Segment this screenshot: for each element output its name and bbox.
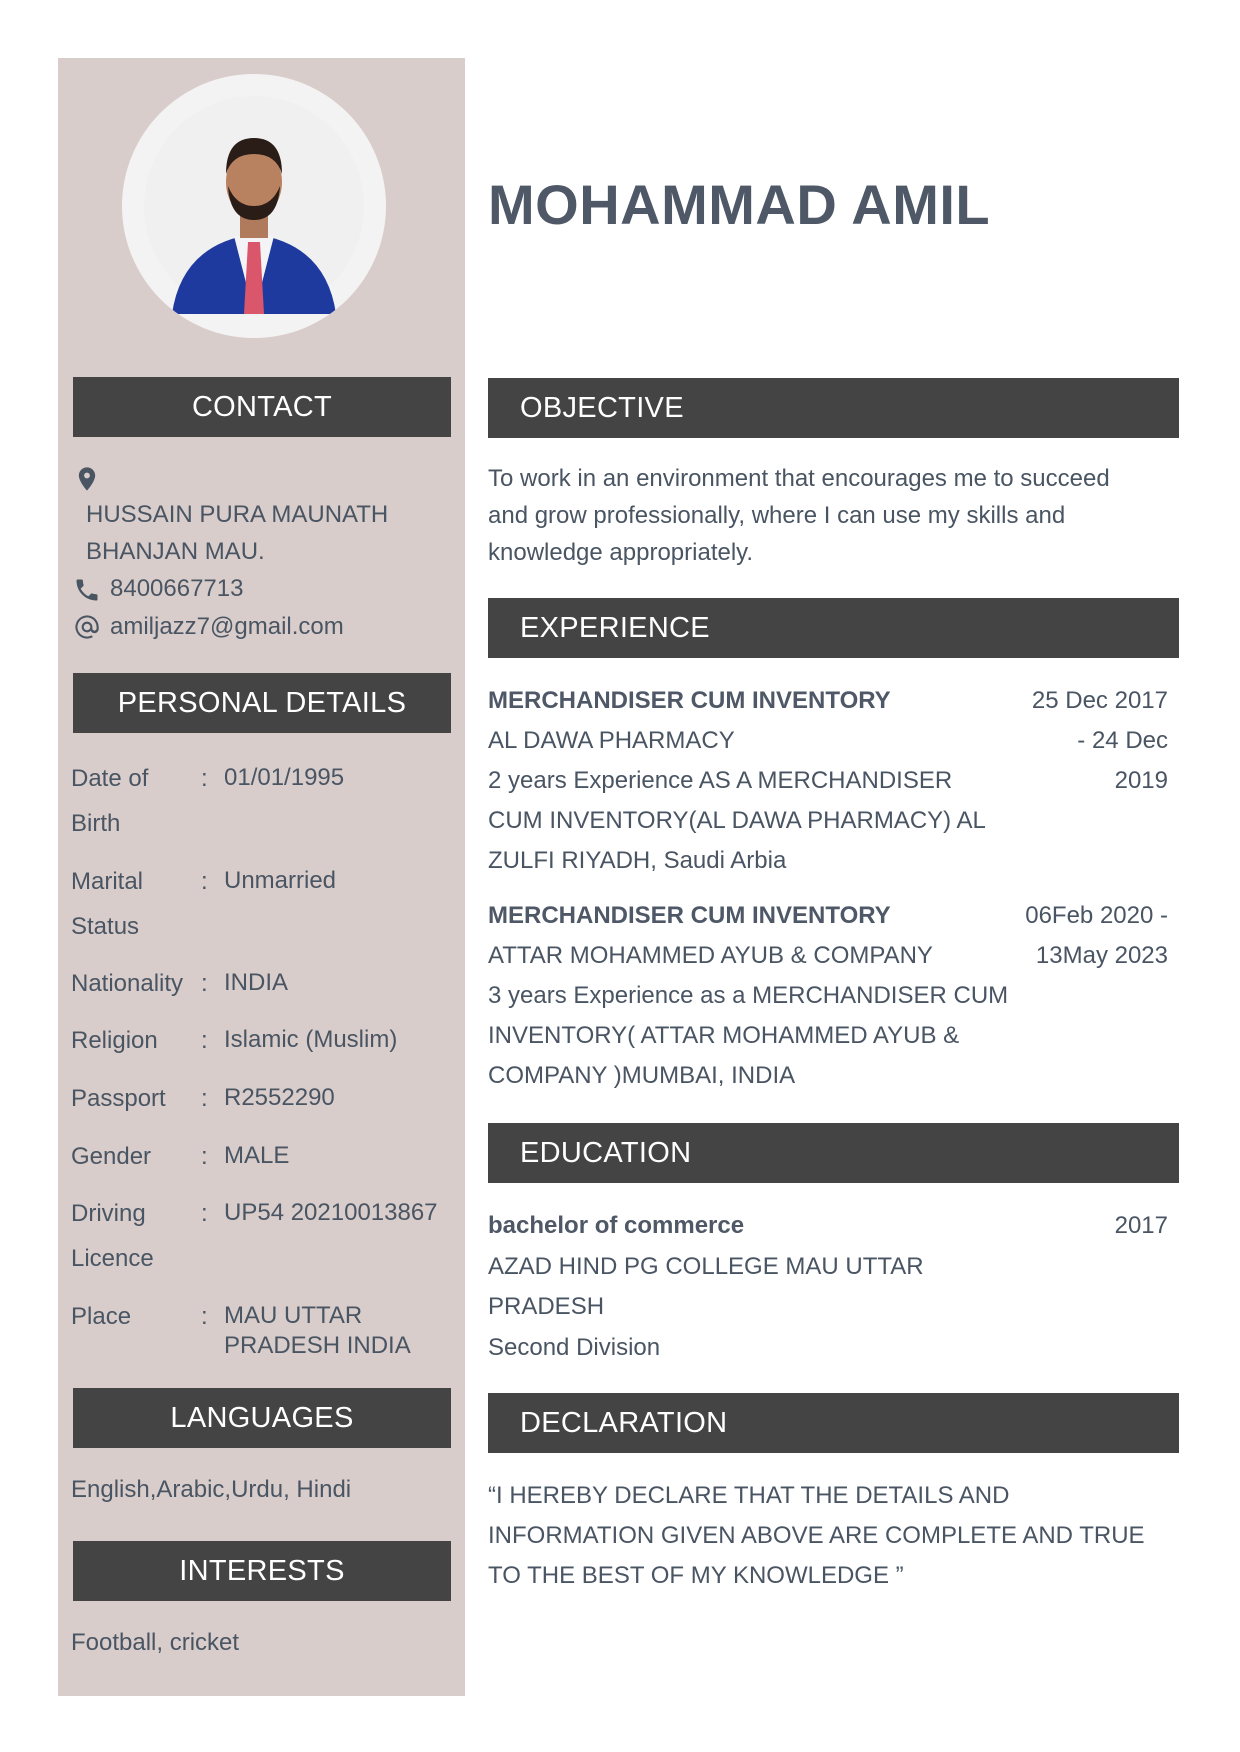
experience-desc: INVENTORY( ATTAR MOHAMMED AYUB & — [488, 1022, 960, 1049]
personal-value: Islamic (Muslim) — [224, 1026, 398, 1053]
experience-company: AL DAWA PHARMACY — [488, 727, 735, 754]
education-college: PRADESH — [488, 1293, 605, 1320]
interests-heading: INTERESTS — [73, 1541, 451, 1601]
email-address: amiljazz7@gmail.com — [110, 613, 344, 640]
interests-text: Football, cricket — [71, 1629, 240, 1656]
address-line-2: BHANJAN MAU. — [86, 538, 265, 565]
declaration-line: INFORMATION GIVEN ABOVE ARE COMPLETE AND TRUE — [488, 1522, 1145, 1549]
personal-value: MALE — [224, 1142, 290, 1169]
experience-desc: COMPANY )MUMBAI, INDIA — [488, 1062, 796, 1089]
experience-company: ATTAR MOHAMMED AYUB & COMPANY — [488, 942, 933, 969]
experience-desc: 3 years Experience as a MERCHANDISER CUM — [488, 982, 1009, 1009]
personal-colon: : — [201, 1143, 208, 1170]
objective-line: and grow professionally, where I can use my skills and — [488, 502, 1066, 529]
experience-date: 2019 — [1114, 767, 1168, 794]
objective-line: To work in an environment that encourages me to succeed — [488, 465, 1110, 492]
experience-heading: EXPERIENCE — [488, 598, 1179, 658]
languages-text: English,Arabic,Urdu, Hindi — [71, 1476, 352, 1503]
declaration-line: TO THE BEST OF MY KNOWLEDGE ” — [488, 1562, 904, 1589]
objective-heading: OBJECTIVE — [488, 378, 1179, 438]
declaration-heading: DECLARATION — [488, 1393, 1179, 1453]
personal-value: Unmarried — [224, 867, 337, 894]
person-name: MOHAMMAD AMIL — [488, 173, 991, 236]
personal-value: INDIA — [224, 969, 289, 996]
phone-icon — [73, 576, 101, 604]
experience-desc: CUM INVENTORY(AL DAWA PHARMACY) AL — [488, 807, 986, 834]
experience-title: MERCHANDISER CUM INVENTORY — [488, 687, 891, 714]
personal-colon: : — [201, 765, 208, 792]
phone-number: 8400667713 — [110, 575, 244, 602]
objective-line: knowledge appropriately. — [488, 539, 754, 566]
personal-colon: : — [201, 1303, 208, 1330]
personal-colon: : — [201, 1085, 208, 1112]
personal-label: Passport — [71, 1085, 166, 1112]
experience-title: MERCHANDISER CUM INVENTORY — [488, 902, 891, 929]
personal-value: MAU UTTAR PRADESH INDIA — [224, 1302, 411, 1359]
education-heading: EDUCATION — [488, 1123, 1179, 1183]
experience-date: - 24 Dec — [1077, 727, 1168, 754]
personal-colon: : — [201, 970, 208, 997]
languages-heading: LANGUAGES — [73, 1388, 451, 1448]
personal-label: Nationality — [71, 970, 184, 997]
experience-desc: 2 years Experience AS A MERCHANDISER — [488, 767, 953, 794]
education-college: AZAD HIND PG COLLEGE MAU UTTAR — [488, 1253, 924, 1280]
personal-label: Driving Licence — [71, 1200, 154, 1272]
experience-date: 06Feb 2020 - — [1025, 902, 1168, 929]
personal-value: R2552290 — [224, 1084, 335, 1111]
education-degree: bachelor of commerce — [488, 1212, 745, 1239]
personal-label: Date of Birth — [71, 765, 149, 837]
map-pin-icon — [73, 465, 101, 493]
personal-colon: : — [201, 1027, 208, 1054]
experience-date: 13May 2023 — [1035, 942, 1168, 969]
declaration-line: “I HEREBY DECLARE THAT THE DETAILS AND — [488, 1482, 1010, 1509]
address-line-1: HUSSAIN PURA MAUNATH — [86, 501, 389, 528]
personal-colon: : — [201, 1200, 208, 1227]
education-year: 2017 — [1114, 1212, 1168, 1239]
contact-heading: CONTACT — [73, 377, 451, 437]
experience-desc: ZULFI RIYADH, Saudi Arbia — [488, 847, 787, 874]
profile-photo — [122, 74, 386, 338]
education-division: Second Division — [488, 1334, 661, 1361]
avatar — [122, 74, 386, 338]
personal-details-heading: PERSONAL DETAILS — [73, 673, 451, 733]
at-sign-icon — [73, 613, 101, 641]
personal-label: Gender — [71, 1143, 152, 1170]
personal-label: Religion — [71, 1027, 158, 1054]
personal-label: Marital Status — [71, 868, 144, 940]
experience-date: 25 Dec 2017 — [1031, 687, 1168, 714]
personal-value: UP54 20210013867 — [224, 1199, 438, 1226]
personal-label: Place — [71, 1303, 132, 1330]
personal-value: 01/01/1995 — [224, 764, 345, 791]
personal-colon: : — [201, 868, 208, 895]
